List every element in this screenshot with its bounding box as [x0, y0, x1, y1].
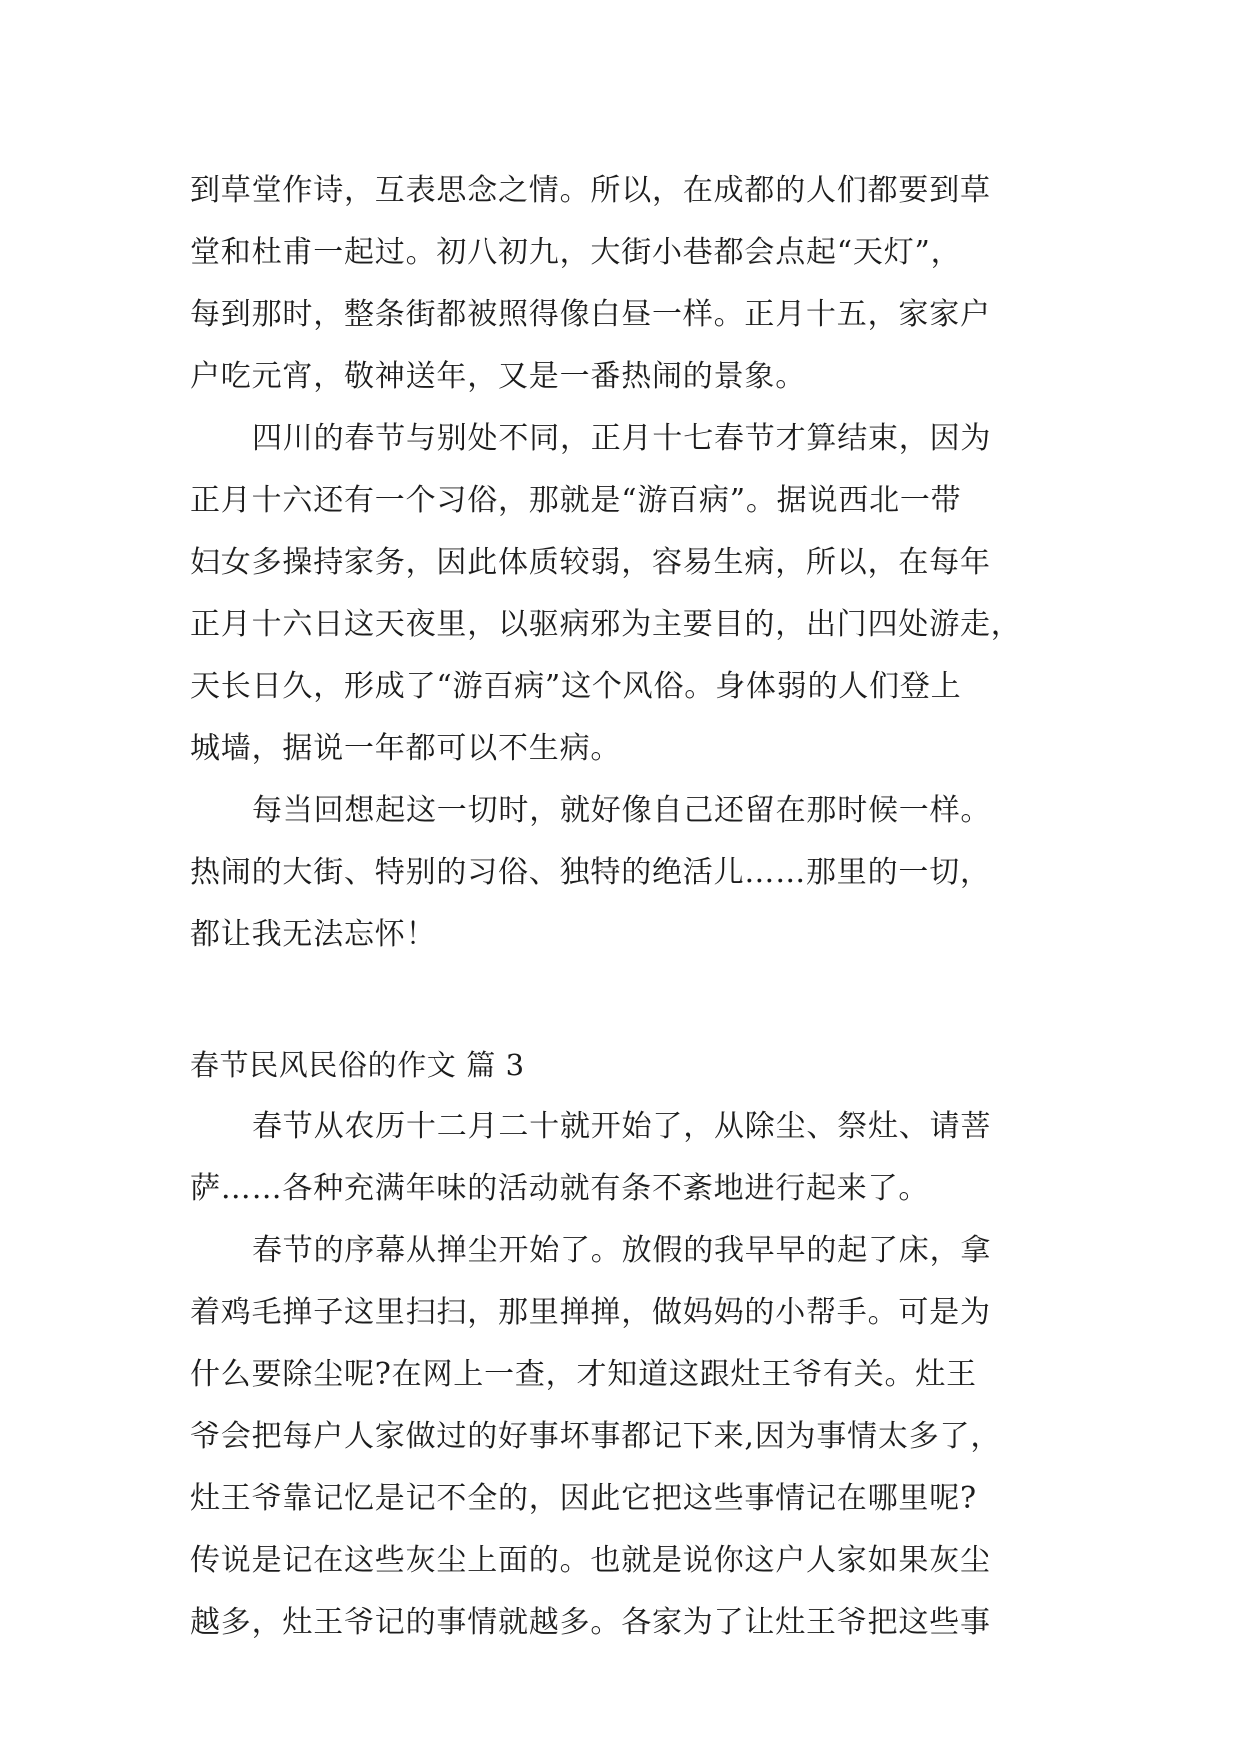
paragraph-dusting — [190, 1220, 1070, 1654]
text-line: 户吃元宵，敬神送年，又是一番热闹的景象。 — [190, 359, 806, 394]
section-heading: 春节民风民俗的作文 篇 3 — [190, 1048, 525, 1082]
paragraph-continuation — [190, 160, 1070, 408]
text-line: 正月十六日这天夜里，以驱病邪为主要目的，出门四处游走， — [190, 607, 1022, 642]
text-line: 爷会把每户人家做过的好事坏事都记下来,因为事情太多了， — [190, 1419, 1002, 1454]
text-line: 春节的序幕从掸尘开始了。放假的我早早的起了床，拿 — [252, 1233, 992, 1268]
text-line: 萨……各种充满年味的活动就有条不紊地进行起来了。 — [190, 1171, 930, 1206]
text-line: 着鸡毛掸子这里扫扫，那里掸掸，做妈妈的小帮手。可是为 — [190, 1295, 991, 1330]
text-line: 热闹的大街、特别的习俗、独特的绝活儿……那里的一切， — [190, 855, 991, 890]
text-line: 每到那时，整条街都被照得像白昼一样。正月十五，家家户 — [190, 297, 991, 332]
text-line: 妇女多操持家务，因此体质较弱，容易生病，所以，在每年 — [190, 545, 991, 580]
document-page — [190, 160, 1070, 1654]
text-line: 天长日久，形成了“游百病”这个风俗。身体弱的人们登上 — [190, 669, 962, 704]
text-line: 正月十六还有一个习俗，那就是“游百病”。据说西北一带 — [190, 483, 962, 518]
text-line: 到草堂作诗，互表思念之情。所以，在成都的人们都要到草 — [190, 173, 991, 208]
paragraph-intro — [190, 1096, 1070, 1220]
text-line: 四川的春节与别处不同，正月十七春节才算结束，因为 — [252, 421, 992, 456]
text-line: 越多，灶王爷记的事情就越多。各家为了让灶王爷把这些事 — [190, 1605, 991, 1640]
paragraph-sichuan-custom — [190, 408, 1070, 780]
text-line: 都让我无法忘怀！ — [190, 917, 437, 952]
paragraph-memories — [190, 780, 1070, 966]
text-line: 什么要除尘呢?在网上一查，才知道这跟灶王爷有关。灶王 — [190, 1357, 977, 1392]
text-line: 传说是记在这些灰尘上面的。也就是说你这户人家如果灰尘 — [190, 1543, 991, 1578]
text-line: 城墙，据说一年都可以不生病。 — [190, 731, 622, 766]
text-line: 春节从农历十二月二十就开始了，从除尘、祭灶、请菩 — [252, 1109, 992, 1144]
text-line: 堂和杜甫一起过。初八初九，大街小巷都会点起“天灯”， — [190, 235, 962, 270]
text-line: 灶王爷靠记忆是记不全的，因此它把这些事情记在哪里呢? — [190, 1481, 977, 1516]
text-line: 每当回想起这一切时，就好像自己还留在那时候一样。 — [252, 793, 992, 828]
